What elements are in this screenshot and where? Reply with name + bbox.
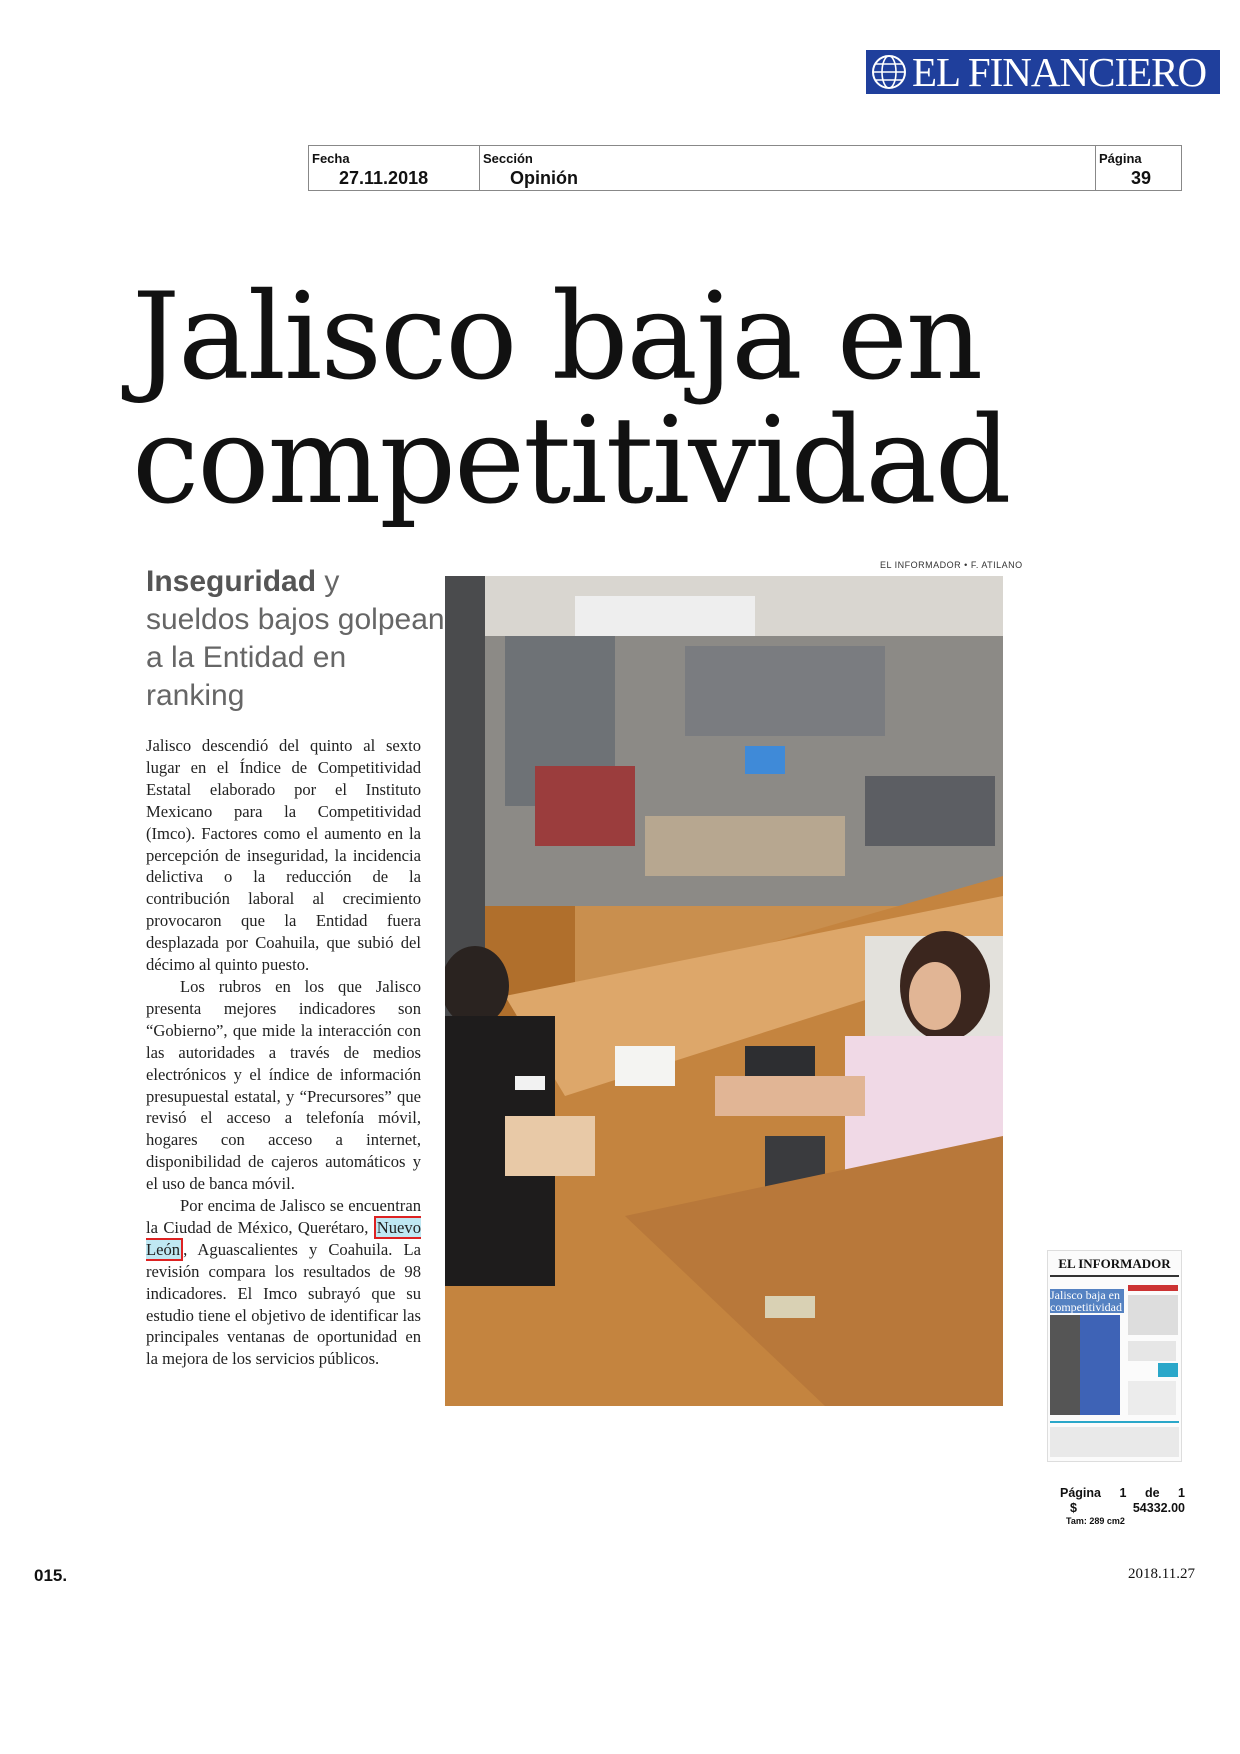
paragraph-1: Jalisco descendió del quinto al sexto lugar en el Índice de Competitividad Estatal elaborado por el Instituto Mexicano para la Competitividad (Imco). Factores como el aumento en la percepción de inseguridad, la incidencia delictiva o la reducción de la contribución laboral al crecimiento provocaron que la Entidad fuera desplazada por Coahuila, que subió del décimo al quinto puesto. [146,736,421,975]
clipping-meta [1060,1486,1185,1527]
clipping-code: 015. [34,1566,68,1585]
meta-currency: $ [1070,1501,1077,1515]
subhead-bold: Inseguridad [146,565,317,598]
headline-line-1: Jalisco baja en [132,268,982,407]
meta-pagina-label: Página [1060,1486,1101,1500]
meta-de: de [1144,1486,1160,1500]
globe-icon [870,53,908,91]
newspaper-thumbnail [1047,1250,1182,1462]
highlighted-term: Nuevo León [146,1217,421,1259]
logo-text: EL FINANCIERO [912,49,1207,95]
el-financiero-logo [866,50,1220,94]
article-photo [445,576,1003,1406]
article-headline [132,268,1010,531]
thumbnail-layout-graphic [1048,1251,1181,1461]
photo-credit: EL INFORMADOR • F. ATILANO [880,560,1023,570]
article-body [146,735,421,1370]
bank-counter-illustration [445,576,1003,1406]
pagina-label: Página [1099,151,1142,166]
meta-pagina-num: 1 [1119,1486,1127,1500]
pagina-cell [1096,146,1181,190]
meta-tam: Tam: 289 cm2 [1066,1516,1125,1526]
paragraph-3-end: , Aguascalientes y Coahuila. La revisión compara los resultados de 98 indicadores. El Imco subrayó que su estudio tiene el objetivo de identificar las principales ventanas de oportunidad en la mejora de los servicios públicos. [146,1239,421,1369]
seccion-cell [480,146,1096,190]
meta-pagina-total: 1 [1178,1486,1185,1500]
pagina-value: 39 [1131,168,1152,188]
fecha-value: 27.11.2018 [339,168,429,188]
paragraph-3-start: Por encima de Jalisco se encuentran la Ciudad de México, Querétaro, [146,1196,421,1237]
subhead-rest: y sueldos bajos golpean a la Entidad en ranking [146,565,445,712]
fecha-cell [309,146,480,190]
thumbnail-title: EL INFORMADOR [1058,1256,1171,1271]
paragraph-3 [146,1195,421,1370]
amount-row [1060,1501,1185,1516]
fecha-label: Fecha [312,151,350,166]
meta-amount: 54332.00 [1132,1501,1185,1515]
page-count-row [1060,1486,1185,1501]
seccion-value: Opinión [510,168,578,188]
clipping-info-box [308,145,1182,191]
seccion-label: Sección [483,151,533,166]
paragraph-2: Los rubros en los que Jalisco presenta mejores indicadores son “Gobierno”, que mide la interacción con las autoridades a través de medios electrónicos y el índice de información presupuestal estatal, y “Precursores” que revisó el acceso a telefonía móvil, hogares con acceso a internet, disponibilidad de cajeros automáticos y el uso de banca móvil. [146,976,421,1194]
footer-date: 2018.11.27 [1128,1566,1195,1582]
article-subhead [146,563,446,715]
thumbnail-headline: Jalisco baja en competitividad [1050,1289,1124,1313]
headline-line-2: competitividad [132,392,1010,531]
